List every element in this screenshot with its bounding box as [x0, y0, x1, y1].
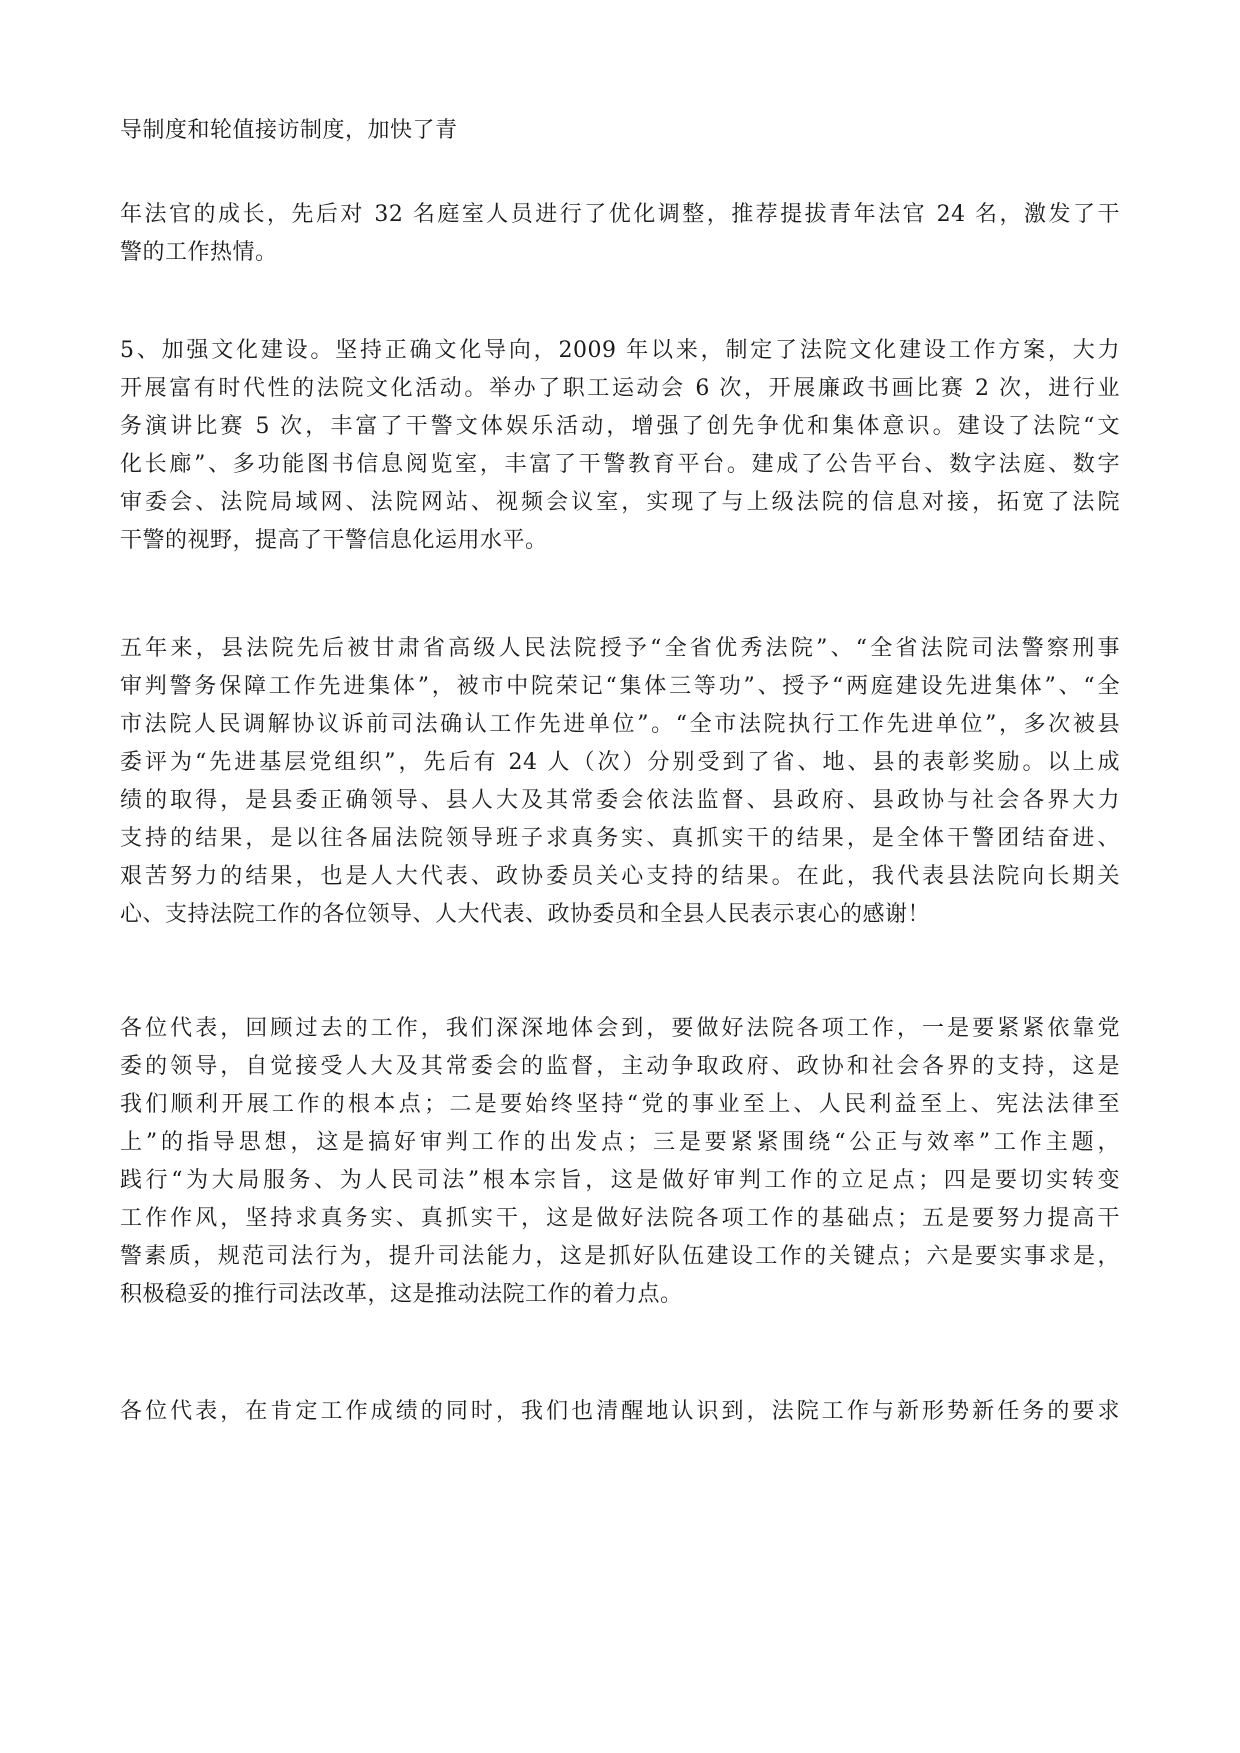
paragraph-5-line-4: 上”的指导思想，这是搞好审判工作的出发点；三是要紧紧围绕“公正与效率”工作主题，	[120, 1130, 1120, 1155]
paragraph-2	[120, 196, 1120, 272]
paragraph-3-line-6: 干警的视野，提高了干警信息化运用水平。	[120, 528, 548, 553]
paragraph-3-line-2: 开展富有时代性的法院文化活动。举办了职工运动会 6 次，开展廉政书画比赛 2 次，进行业	[120, 376, 1120, 401]
paragraph-6	[120, 1393, 1120, 1431]
paragraph-4-line-8: 心、支持法院工作的各位领导、人大代表、政协委员和全县人民表示衷心的感谢！	[120, 902, 931, 927]
paragraph-5-line-7: 警素质，规范司法行为，提升司法能力，这是抓好队伍建设工作的关键点；六是要实事求是，	[120, 1244, 1120, 1269]
paragraph-4-line-4: 委评为“先进基层党组织”，先后有 24 人（次）分别受到了省、地、县的表彰奖励。以上成	[120, 750, 1120, 775]
paragraph-2-line-1: 年法官的成长，先后对 32 名庭室人员进行了优化调整，推荐提拔青年法官 24 名，激发了干	[120, 202, 1120, 227]
paragraph-5	[120, 1010, 1120, 1314]
paragraph-3-line-4: 化长廊”、多功能图书信息阅览室，丰富了干警教育平台。建成了公告平台、数字法庭、数字	[120, 452, 1120, 477]
paragraph-4-line-1: 五年来，县法院先后被甘肃省高级人民法院授予“全省优秀法院”、“全省法院司法警察刑事	[120, 636, 1120, 661]
paragraph-5-line-6: 工作作风，坚持求真务实、真抓实干，这是做好法院各项工作的基础点；五是要努力提高干	[120, 1206, 1120, 1231]
paragraph-2-line-2: 警的工作热情。	[120, 240, 278, 265]
paragraph-5-line-1: 各位代表，回顾过去的工作，我们深深地体会到，要做好法院各项工作，一是要紧紧依靠党	[120, 1016, 1120, 1041]
paragraph-4-line-6: 支持的结果，是以往各届法院领导班子求真务实、真抓实干的结果，是全体干警团结奋进、	[120, 826, 1120, 851]
paragraph-5-line-3: 我们顺利开展工作的根本点；二是要始终坚持“党的事业至上、人民利益至上、宪法法律至	[120, 1092, 1120, 1117]
paragraph-4	[120, 630, 1120, 934]
paragraph-3-line-5: 审委会、法院局域网、法院网站、视频会议室，实现了与上级法院的信息对接，拓宽了法院	[120, 490, 1120, 515]
paragraph-5-line-8: 积极稳妥的推行司法改革，这是推动法院工作的着力点。	[120, 1282, 683, 1307]
paragraph-5-line-5: 践行“为大局服务、为人民司法”根本宗旨，这是做好审判工作的立足点；四是要切实转变	[120, 1168, 1120, 1193]
paragraph-3-line-1: 5、加强文化建设。坚持正确文化导向，2009 年以来，制定了法院文化建设工作方案，大力	[120, 338, 1120, 363]
paragraph-6-line-1: 各位代表，在肯定工作成绩的同时，我们也清醒地认识到，法院工作与新形势新任务的要求	[120, 1399, 1120, 1424]
paragraph-3-line-3: 务演讲比赛 5 次，丰富了干警文体娱乐活动，增强了创先争优和集体意识。建设了法院“文	[120, 414, 1120, 439]
paragraph-4-line-7: 艰苦努力的结果，也是人大代表、政协委员关心支持的结果。在此，我代表县法院向长期关	[120, 864, 1120, 889]
paragraph-1	[120, 112, 1120, 150]
paragraph-4-line-2: 审判警务保障工作先进集体”，被市中院荣记“集体三等功”、授予“两庭建设先进集体”、“全	[120, 674, 1120, 699]
paragraph-4-line-3: 市法院人民调解协议诉前司法确认工作先进单位”。“全市法院执行工作先进单位”，多次被县	[120, 712, 1120, 737]
paragraph-3	[120, 332, 1120, 560]
paragraph-5-line-2: 委的领导，自觉接受人大及其常委会的监督，主动争取政府、政协和社会各界的支持，这是	[120, 1054, 1120, 1079]
paragraph-4-line-5: 绩的取得，是县委正确领导、县人大及其常委会依法监督、县政府、县政协与社会各界大力	[120, 788, 1120, 813]
paragraph-1-line-1: 导制度和轮值接访制度，加快了青	[120, 118, 458, 143]
